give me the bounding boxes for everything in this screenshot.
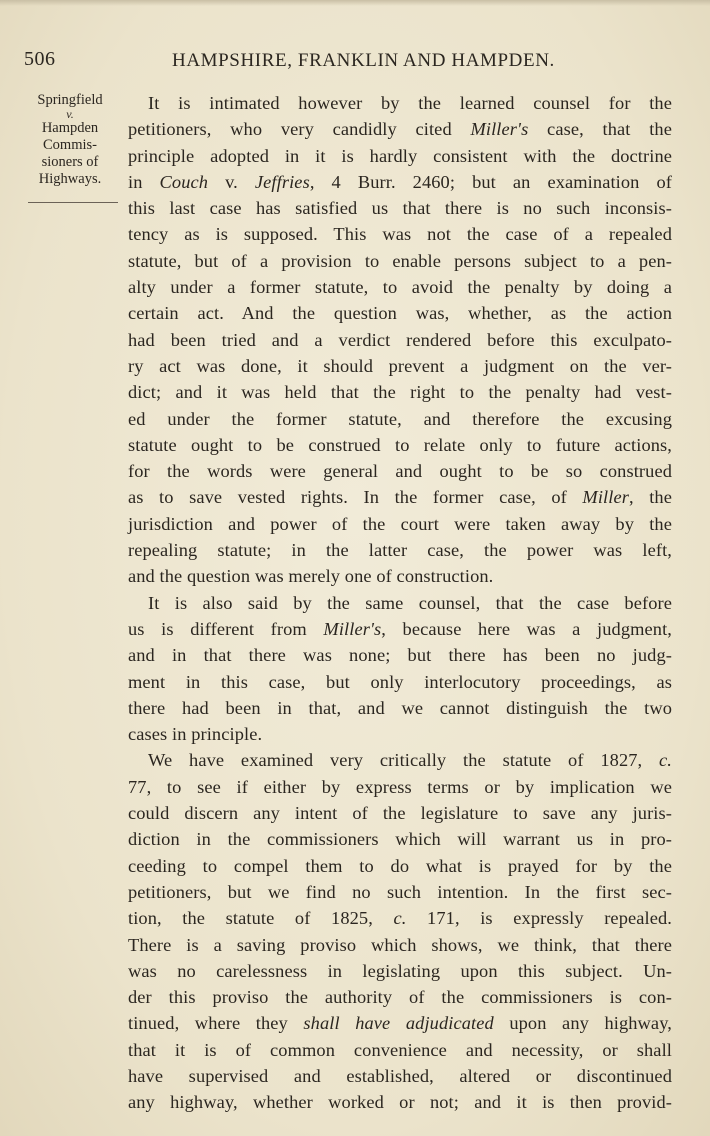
text-run: cases in principle. bbox=[128, 724, 263, 745]
italic-text: Miller's bbox=[323, 618, 382, 639]
text-line bbox=[128, 1010, 672, 1036]
running-header bbox=[24, 48, 664, 76]
margin-note-line: Commis- bbox=[43, 137, 97, 153]
text-run: this last case has satisfied us that there is no such inconsis- bbox=[128, 198, 672, 219]
text-run: statute ought to be construed to relate only to future actions, bbox=[128, 434, 672, 455]
text-run: statute, but of a provision to enable persons subject to a pen- bbox=[128, 250, 672, 271]
text-line bbox=[128, 90, 672, 116]
margin-note-line: Springfield bbox=[37, 92, 103, 108]
text-line bbox=[128, 432, 672, 458]
text-line bbox=[128, 563, 672, 589]
margin-note bbox=[20, 92, 120, 188]
text-run: diction in the commissioners which will warrant us in pro- bbox=[128, 829, 672, 850]
text-line bbox=[128, 958, 672, 984]
text-run: We have examined very critically the statute of 1827, bbox=[148, 750, 660, 771]
text-run: 77, to see if either by express terms or by implication we bbox=[128, 776, 672, 797]
text-line bbox=[128, 195, 672, 221]
text-run: and in that there was none; but there has been no judg- bbox=[128, 645, 672, 666]
text-line bbox=[128, 143, 672, 169]
text-run: repealing statute; in the latter case, the power was left, bbox=[128, 540, 672, 561]
text-run: petitioners, but we find no such intention. In the first sec- bbox=[128, 881, 672, 902]
text-run: any highway, whether worked or not; and it is then provid- bbox=[128, 1092, 672, 1113]
body-text bbox=[128, 90, 672, 1116]
text-line bbox=[128, 458, 672, 484]
text-run: , 4 Burr. 2460; but an examination of bbox=[309, 171, 672, 192]
text-line bbox=[128, 774, 672, 800]
text-line bbox=[128, 826, 672, 852]
text-run: had been tried and a verdict rendered before this exculpato- bbox=[128, 329, 672, 350]
text-run: us is different from bbox=[128, 618, 324, 639]
margin-note-line: sioners of bbox=[41, 154, 99, 170]
text-run: ed under the former statute, and therefore the excusing bbox=[128, 408, 672, 429]
text-line bbox=[128, 669, 672, 695]
text-run: It is intimated however by the learned counsel for the bbox=[148, 93, 672, 113]
text-line bbox=[128, 511, 672, 537]
text-run: tinued, where they bbox=[128, 1013, 304, 1034]
italic-text: Jeffries bbox=[254, 171, 310, 192]
text-line bbox=[128, 695, 672, 721]
text-line bbox=[128, 1063, 672, 1089]
text-line bbox=[128, 274, 672, 300]
text-line bbox=[128, 116, 672, 142]
text-run: was no carelessness in legislating upon this subject. Un- bbox=[128, 960, 672, 981]
text-line bbox=[128, 616, 672, 642]
text-line bbox=[128, 379, 672, 405]
page-top-edge bbox=[0, 0, 710, 6]
text-line bbox=[128, 905, 672, 931]
text-line bbox=[128, 932, 672, 958]
text-line bbox=[128, 879, 672, 905]
text-run: der this proviso the authority of the commissioners is con- bbox=[128, 987, 672, 1008]
italic-text: Couch bbox=[159, 171, 209, 192]
text-run: upon any highway, bbox=[493, 1013, 672, 1034]
text-run: ceeding to compel them to do what is prayed for by the bbox=[128, 855, 672, 876]
italic-text: c. bbox=[393, 908, 407, 929]
italic-text: shall have adjudicated bbox=[303, 1013, 494, 1034]
text-line bbox=[128, 747, 672, 773]
text-run: ment in this case, but only interlocutory proceedings, as bbox=[128, 671, 672, 692]
text-run: as to save vested rights. In the former case, of bbox=[128, 487, 583, 508]
margin-note-line: v. bbox=[66, 107, 74, 121]
text-run: It is also said by the same counsel, that the case before bbox=[148, 592, 672, 613]
text-line bbox=[128, 537, 672, 563]
text-run: v. bbox=[208, 171, 255, 192]
margin-note-rule bbox=[28, 202, 118, 203]
text-line bbox=[128, 642, 672, 668]
text-run: , because here was a judgment, bbox=[381, 618, 672, 639]
text-run: certain act. And the question was, whether, as the action bbox=[128, 303, 672, 324]
text-line bbox=[128, 169, 672, 195]
text-line bbox=[128, 300, 672, 326]
text-line bbox=[128, 484, 672, 510]
text-run: , the bbox=[628, 487, 672, 508]
margin-note-line: Hampden bbox=[41, 120, 99, 136]
text-run: principle adopted in it is hardly consistent with the doctrine bbox=[128, 145, 672, 166]
text-run: and the question was merely one of construction. bbox=[128, 566, 494, 587]
text-line bbox=[128, 1037, 672, 1063]
text-run: jurisdiction and power of the court were taken away by the bbox=[128, 513, 672, 534]
italic-text: Miller bbox=[582, 487, 629, 508]
text-line bbox=[128, 590, 672, 616]
text-run: could discern any intent of the legislature to save any juris- bbox=[128, 803, 672, 824]
text-line bbox=[128, 984, 672, 1010]
text-run: petitioners, who very candidly cited bbox=[128, 119, 471, 140]
text-line bbox=[128, 853, 672, 879]
text-line bbox=[128, 248, 672, 274]
text-line bbox=[128, 800, 672, 826]
text-line bbox=[128, 1089, 672, 1115]
text-line bbox=[128, 221, 672, 247]
text-line bbox=[128, 353, 672, 379]
text-line bbox=[128, 327, 672, 353]
text-run: ry act was done, it should prevent a judgment on the ver- bbox=[128, 355, 672, 376]
text-run: dict; and it was held that the right to the penalty had vest- bbox=[128, 382, 672, 403]
page-number: 506 bbox=[24, 48, 56, 70]
text-run: tency as is supposed. This was not the case of a repealed bbox=[128, 224, 672, 245]
text-run: in bbox=[128, 171, 160, 192]
italic-text: Miller's bbox=[470, 119, 529, 140]
text-run: tion, the statute of 1825, bbox=[128, 908, 394, 929]
text-run: alty under a former statute, to avoid the penalty by doing a bbox=[128, 277, 672, 298]
header-title: HAMPSHIRE, FRANKLIN AND HAMPDEN. bbox=[172, 50, 555, 71]
margin-note-line: Highways. bbox=[38, 171, 102, 187]
text-run: for the words were general and ought to be so construed bbox=[128, 461, 672, 482]
text-run: There is a saving proviso which shows, we think, that there bbox=[128, 934, 672, 955]
text-run: there had been in that, and we cannot distinguish the two bbox=[128, 697, 672, 718]
text-run: that it is of common convenience and necessity, or shall bbox=[128, 1039, 672, 1060]
text-line bbox=[128, 406, 672, 432]
text-line bbox=[128, 721, 672, 747]
text-run: have supervised and established, altered or discontinued bbox=[128, 1065, 672, 1086]
text-run: 171, is expressly repealed. bbox=[406, 908, 672, 929]
italic-text: c. bbox=[659, 750, 672, 771]
text-run: case, that the bbox=[528, 119, 672, 140]
